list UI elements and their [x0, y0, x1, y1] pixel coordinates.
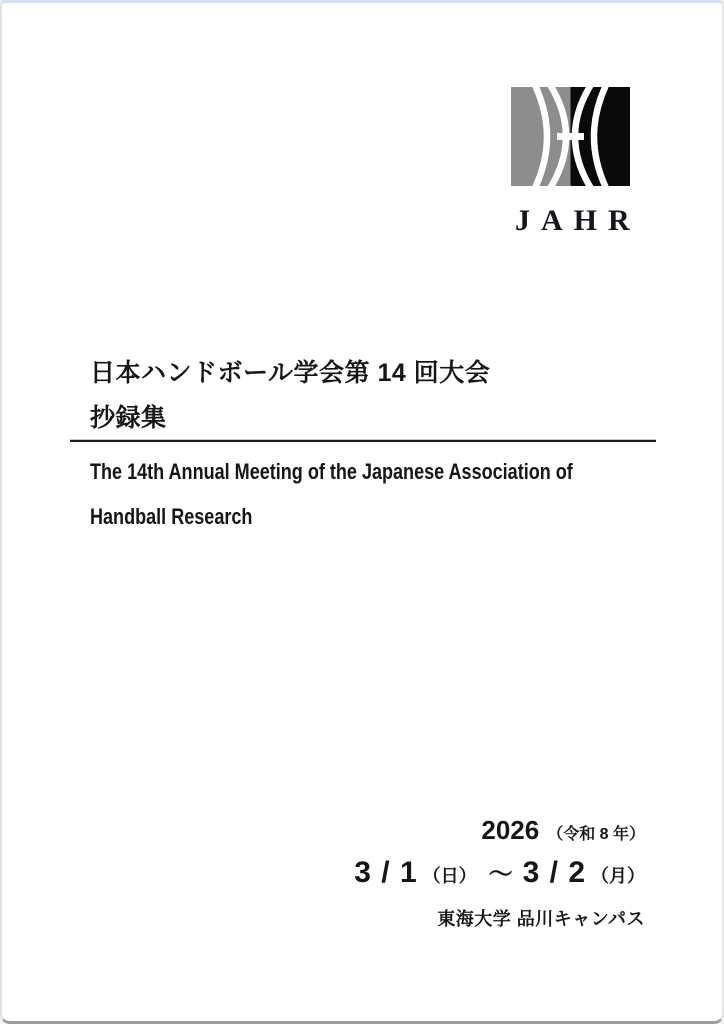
event-year-line	[481, 815, 645, 846]
event-era: （令和 8 年）	[547, 826, 645, 843]
event-date-line	[354, 854, 645, 890]
title-english-line2: Handball Research	[90, 504, 253, 529]
title-japanese-line2: 抄録集	[90, 404, 167, 432]
event-venue-line	[437, 905, 645, 931]
title-english-line1: The 14th Annual Meeting of the Japanese Association of	[90, 459, 573, 484]
logo-acronym: JAHR	[515, 204, 641, 237]
event-date-separator: ～	[488, 861, 513, 888]
event-date-end-day: （月）	[591, 866, 645, 886]
event-year: 2026	[481, 815, 540, 845]
event-date-start-day: （日）	[422, 866, 477, 886]
event-date-end: 3 / 2	[522, 856, 586, 889]
title-japanese-line1: 日本ハンドボール学会第 14 回大会	[90, 359, 491, 387]
event-venue: 東海大学 品川キャンパス	[437, 909, 645, 929]
jahr-logo-icon	[511, 87, 630, 186]
title-divider-rule	[70, 440, 656, 442]
event-date-start: 3 / 1	[354, 856, 418, 889]
